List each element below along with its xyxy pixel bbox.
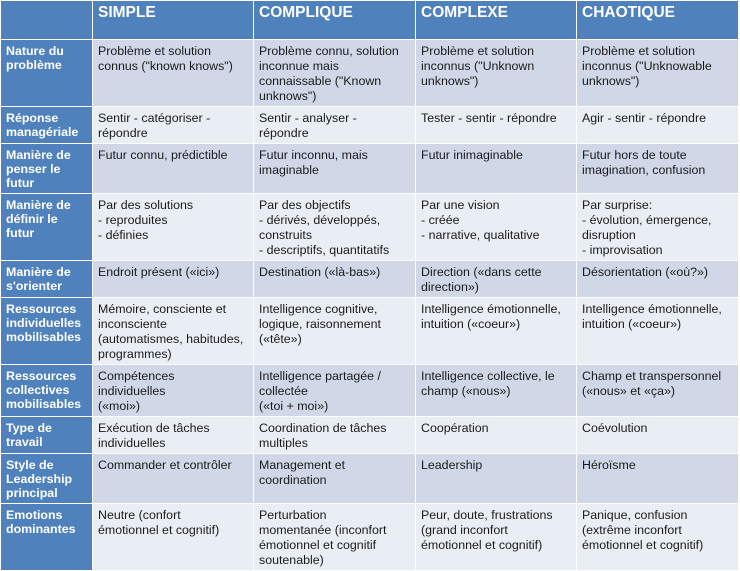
cell-line: Futur inimaginable (421, 148, 523, 162)
table-cell-complique (254, 107, 416, 144)
row-header-line: Type de (6, 421, 52, 435)
cell-line: - évolution, émergence, (582, 213, 712, 227)
cell-line: Intelligence collective, le (421, 369, 555, 383)
table-cell-simple (93, 417, 254, 454)
cell-line: disruption (582, 228, 636, 242)
table-cell-chaotique (577, 144, 739, 194)
row-header-maniere-de-s-orienter (1, 261, 93, 298)
table-cell-chaotique (577, 417, 739, 454)
cell-line: Problème et solution (98, 44, 211, 58)
cell-line: unknows") (259, 89, 317, 103)
cell-line: momentanée (inconfort (259, 523, 387, 537)
cell-line: Intelligence émotionnelle, (582, 302, 722, 316)
cell-line: Problème et solution (421, 44, 534, 58)
cell-line: (extrême inconfort (582, 523, 682, 537)
table-cell-complexe (416, 144, 577, 194)
cell-line: Coordination de tâches (259, 421, 387, 435)
row-header-line: mobilisables (6, 397, 82, 411)
cell-line: Endroit présent («ici») (98, 265, 220, 279)
table-cell-complexe (416, 298, 577, 365)
header-row (1, 1, 739, 40)
cell-line: connaissable ("Known (259, 74, 382, 88)
cell-line: (grand inconfort (421, 523, 508, 537)
cell-line: Futur hors de toute (582, 148, 687, 162)
cell-line: Exécution de tâches (98, 421, 210, 435)
column-header-simple: SIMPLE (93, 1, 254, 40)
row-header-line: penser le (6, 162, 61, 176)
table-cell-simple (93, 504, 254, 571)
table-cell-simple (93, 40, 254, 107)
cell-line: unknows") (421, 74, 479, 88)
row-header-type-de-travail (1, 417, 93, 454)
cell-line: Intelligence cognitive, (259, 302, 378, 316)
cell-line: (automatismes, habitudes, (98, 332, 244, 346)
cell-line: Compétences (98, 369, 175, 383)
cell-line: - narrative, qualitative (421, 228, 540, 242)
cell-line: inconsciente (98, 317, 167, 331)
cell-line: inconnus ("Unknowable (582, 59, 712, 73)
column-header-complexe: COMPLEXE (416, 1, 577, 40)
table-cell-simple (93, 261, 254, 298)
cell-line: coordination (259, 473, 327, 487)
cell-line: - improvisation (582, 243, 663, 257)
cell-line: inconnus ("Unknown (421, 59, 535, 73)
cell-line: imaginable (259, 163, 319, 177)
row-header-ressources-individuelles (1, 298, 93, 365)
table-cell-chaotique (577, 454, 739, 504)
table-cell-chaotique (577, 40, 739, 107)
table-cell-complexe (416, 417, 577, 454)
row-header-line: Ressources (6, 369, 77, 383)
cell-line: émotionnel et cognitif (259, 538, 377, 552)
row-header-line: Manière de (6, 148, 71, 162)
row-header-line: individuelles (6, 316, 82, 330)
cell-line: Coopération (421, 421, 489, 435)
column-header-chaotique: CHAOTIQUE (577, 1, 739, 40)
cell-line: collectée (259, 384, 308, 398)
cell-line: Problème et solution (582, 44, 695, 58)
row-header-line: managériale (6, 125, 79, 139)
cell-line: Champ et transpersonnel (582, 369, 722, 383)
cell-line: - définies (98, 228, 149, 242)
cell-line: Intelligence partagée / (259, 369, 381, 383)
cell-line: Par des objectifs (259, 198, 351, 212)
table-row (1, 144, 739, 194)
row-header-line: futur (6, 226, 35, 240)
row-header-line: mobilisables (6, 330, 82, 344)
cell-line: («nous» et «ça») (582, 384, 675, 398)
cell-line: imagination, confusion (582, 163, 706, 177)
cell-line: soutenable) (259, 553, 324, 567)
table-cell-complexe (416, 194, 577, 261)
table-cell-complique (254, 504, 416, 571)
cell-line: inconnue mais (259, 59, 339, 73)
cell-line: Mémoire, consciente et (98, 302, 227, 316)
row-header-line: principal (6, 486, 58, 500)
row-header-maniere-de-definir-le-futur (1, 194, 93, 261)
cell-line: Coévolution (582, 421, 648, 435)
cell-line: - dérivés, développés, (259, 213, 381, 227)
cell-line: («moi») (98, 399, 140, 413)
table-cell-complexe (416, 454, 577, 504)
table-cell-complique (254, 194, 416, 261)
cell-line: («toi + moi») (259, 399, 329, 413)
row-header-line: dominantes (6, 522, 76, 536)
cell-line: programmes) (98, 347, 172, 361)
cell-line: Perturbation (259, 508, 327, 522)
row-header-line: Leadership (6, 472, 73, 486)
cell-line: Héroïsme (582, 458, 636, 472)
cell-line: Tester - sentir - répondre (421, 111, 557, 125)
row-header-maniere-de-penser-le-futur (1, 144, 93, 194)
cell-line: Peur, doute, frustrations (421, 508, 553, 522)
row-header-line: Manière de (6, 265, 71, 279)
table-row (1, 417, 739, 454)
table-cell-chaotique (577, 365, 739, 417)
cell-line: - créée (421, 213, 460, 227)
table-cell-simple (93, 298, 254, 365)
cell-line: répondre (98, 126, 148, 140)
cell-line: Intelligence émotionnelle, (421, 302, 561, 316)
table-cell-simple (93, 365, 254, 417)
cell-line: Futur inconnu, mais (259, 148, 368, 162)
cell-line: Management et (259, 458, 346, 472)
row-header-line: Style de (6, 458, 54, 472)
cell-line: Par des solutions (98, 198, 194, 212)
table-cell-simple (93, 194, 254, 261)
cell-line: émotionnel et cognitif) (582, 538, 704, 552)
table-row (1, 261, 739, 298)
table-cell-chaotique (577, 504, 739, 571)
cell-line: direction») (421, 280, 479, 294)
table-cell-complexe (416, 504, 577, 571)
table-cell-simple (93, 144, 254, 194)
table-cell-complique (254, 454, 416, 504)
row-header-line: Nature du (6, 44, 64, 58)
cell-line: Futur connu, prédictible (98, 148, 228, 162)
table-cell-complique (254, 298, 416, 365)
row-header-ressources-collectives (1, 365, 93, 417)
row-header-line: Emotions (6, 508, 63, 522)
row-header-line: Manière de (6, 198, 71, 212)
table-cell-complexe (416, 365, 577, 417)
table-row (1, 194, 739, 261)
cell-line: logique, raisonnement (259, 317, 381, 331)
cell-line: Leadership (421, 458, 483, 472)
table-cell-complique (254, 261, 416, 298)
row-header-line: Réponse (6, 111, 59, 125)
row-header-line: Ressources (6, 302, 77, 316)
row-header-line: collectives (6, 383, 70, 397)
cell-line: Direction («dans cette (421, 265, 542, 279)
table-cell-chaotique (577, 194, 739, 261)
column-header-complique: COMPLIQUE (254, 1, 416, 40)
table-cell-simple (93, 454, 254, 504)
table-row (1, 298, 739, 365)
table-cell-complexe (416, 40, 577, 107)
table-cell-complique (254, 365, 416, 417)
table-cell-chaotique (577, 261, 739, 298)
row-header-line: problème (6, 58, 62, 72)
cell-line: Agir - sentir - répondre (582, 111, 706, 125)
row-header-line: définir le (6, 212, 58, 226)
table-cell-chaotique (577, 107, 739, 144)
row-header-line: s'orienter (6, 279, 62, 293)
cell-line: Sentir - analyser - (259, 111, 357, 125)
cell-line: Destination («là-bas») (259, 265, 381, 279)
cell-line: Sentir - catégoriser - (98, 111, 211, 125)
table-cell-chaotique (577, 298, 739, 365)
cell-line: - reproduites (98, 213, 168, 227)
cell-line: Panique, confusion (582, 508, 688, 522)
row-header-style-de-leadership (1, 454, 93, 504)
table-row (1, 365, 739, 417)
cell-line: champ («nous») (421, 384, 511, 398)
cell-line: individuelles (98, 436, 166, 450)
cell-line: - descriptifs, quantitatifs (259, 243, 390, 257)
cell-line: Commander et contrôler (98, 458, 232, 472)
table-cell-complique (254, 40, 416, 107)
cell-line: intuition («coeur») (421, 317, 521, 331)
cell-line: individuelles (98, 384, 166, 398)
table-cell-complexe (416, 261, 577, 298)
cell-line: émotionnel et cognitif) (98, 523, 220, 537)
table-cell-complique (254, 144, 416, 194)
cell-line: intuition («coeur») (582, 317, 682, 331)
cell-line: Par une vision (421, 198, 500, 212)
row-header-nature-du-probleme (1, 40, 93, 107)
cell-line: connus ("known knows") (98, 59, 233, 73)
row-header-line: futur (6, 176, 35, 190)
table-cell-complexe (416, 107, 577, 144)
table-cell-complique (254, 417, 416, 454)
cell-line: («tête») (259, 332, 302, 346)
row-header-reponse-manageriale (1, 107, 93, 144)
cell-line: Problème connu, solution (259, 44, 399, 58)
cell-line: construits (259, 228, 313, 242)
table-row (1, 504, 739, 571)
table-row (1, 40, 739, 107)
cell-line: Par surprise: (582, 198, 653, 212)
row-header-line: travail (6, 435, 43, 449)
cell-line: Neutre (confort (98, 508, 181, 522)
table-row (1, 107, 739, 144)
cell-line: répondre (259, 126, 309, 140)
cell-line: unknows") (582, 74, 640, 88)
row-header-emotions-dominantes (1, 504, 93, 571)
table-row (1, 454, 739, 504)
cell-line: émotionnel et cognitif) (421, 538, 543, 552)
cell-line: Désorientation («où?») (582, 265, 709, 279)
cell-line: multiples (259, 436, 308, 450)
table-cell-simple (93, 107, 254, 144)
header-corner (1, 1, 93, 40)
